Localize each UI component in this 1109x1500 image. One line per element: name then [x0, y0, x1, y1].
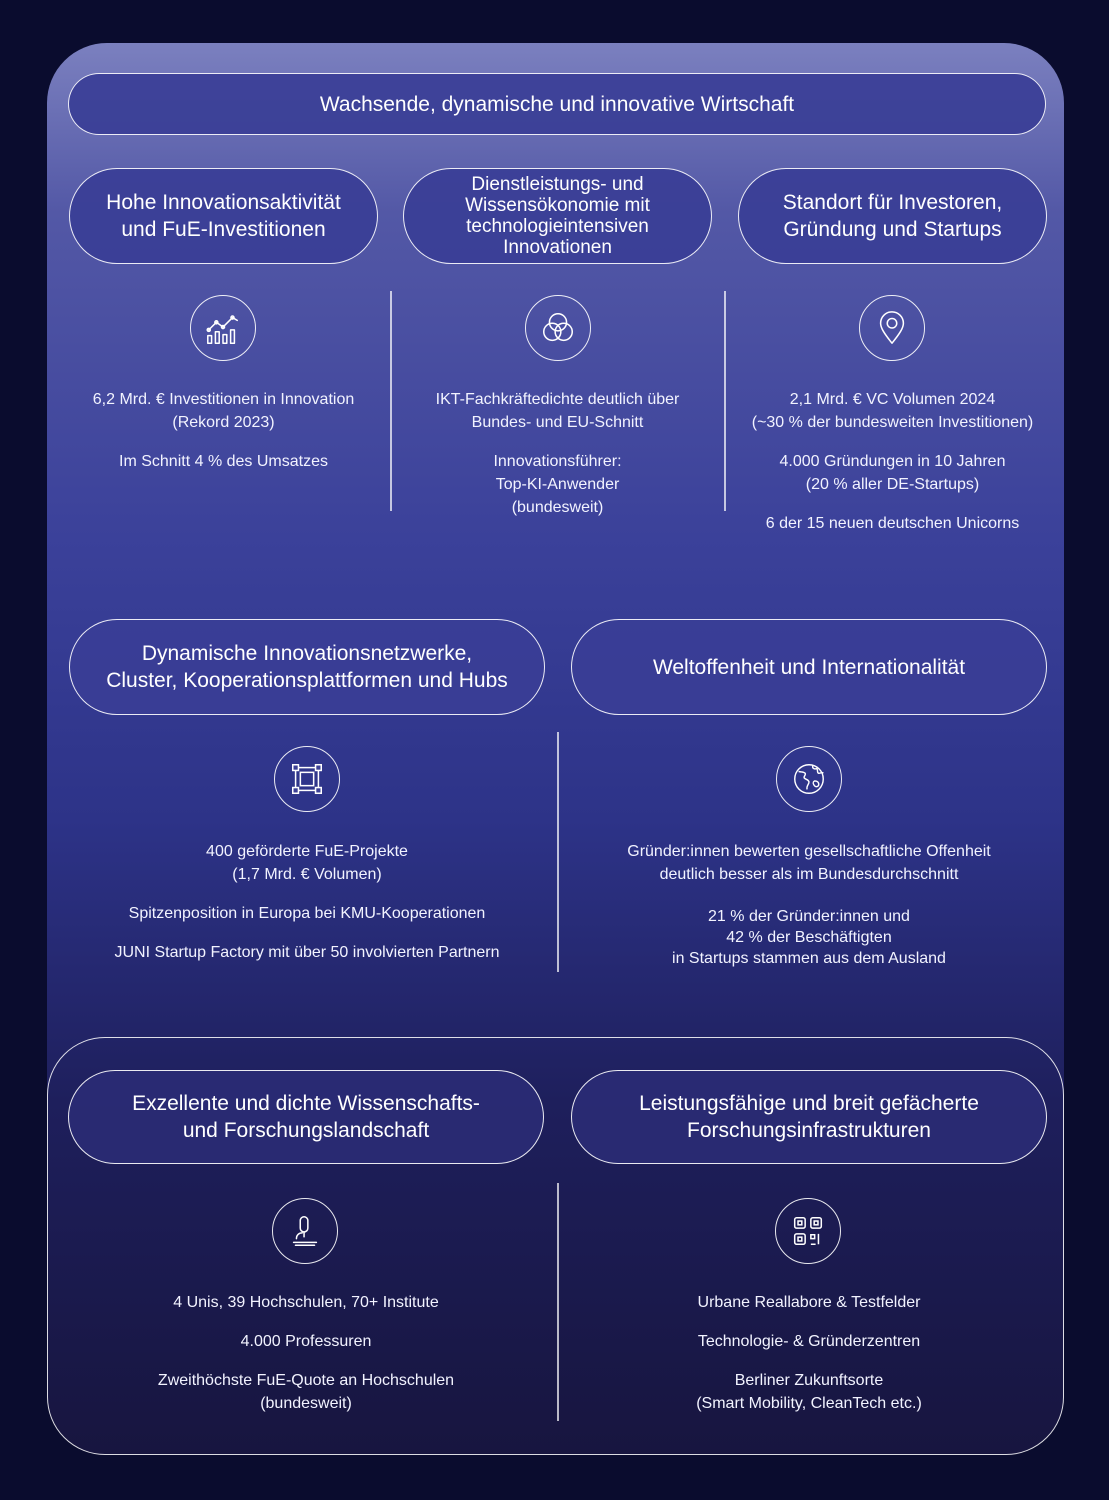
venn-circles-icon: [525, 295, 591, 361]
qr-code-icon: [775, 1198, 841, 1264]
row3-title-2: Leistungsfähige und breit gefächerte Forschungsinfrastrukturen: [639, 1092, 979, 1142]
row2-title-1: Dynamische Innovationsnetzwerke, Cluster, Kooperationsplattformen und Hubs: [106, 642, 508, 692]
row2-title-2: Weltoffenheit und Internationalität: [652, 655, 966, 679]
row1-text-2: [403, 388, 712, 519]
row1-title-3: Standort für Investoren, Gründung und Startups: [782, 191, 1003, 241]
row2-text-2: [571, 840, 1047, 969]
row1-col2-item-1: IKT-Fachkräftedichte deutlich über Bundes- und EU-Schnitt: [435, 391, 680, 431]
row2-pill-1: [69, 619, 545, 715]
row1-col1-item-1: 6,2 Mrd. € Investitionen in Innovation (Rekord 2023): [92, 391, 355, 431]
row2-divider: [557, 732, 559, 972]
row1-pill-2: [403, 168, 712, 264]
row2-col1-item-3: JUNI Startup Factory mit über 50 involvierten Partnern: [114, 944, 500, 961]
row3-col2-item-1: Urbane Reallabore & Testfelder: [697, 1294, 921, 1311]
row3-divider: [557, 1183, 559, 1421]
row2-col2-item-2: 21 % der Gründer:innen und 42 % der Beschäftigten in Startups stammen aus dem Ausland: [672, 908, 946, 967]
row1-title-1: Hohe Innovationsaktivität und FuE-Investitionen: [106, 191, 341, 241]
row3-pill-1: [68, 1070, 544, 1164]
row1-divider-1: [390, 291, 392, 511]
row1-text-1: [69, 388, 378, 473]
row3-col1-item-3: Zweithöchste FuE-Quote an Hochschulen (bundesweit): [157, 1372, 455, 1412]
row2-text-1: [69, 840, 545, 964]
row3-col2-item-2: Technologie- & Gründerzentren: [697, 1333, 921, 1350]
header-title: Wachsende, dynamische und innovative Wirtschaft: [319, 92, 795, 116]
row3-col2-item-3: Berliner Zukunftsorte (Smart Mobility, CleanTech etc.): [696, 1372, 922, 1412]
row3-col1-item-1: 4 Unis, 39 Hochschulen, 70+ Institute: [173, 1294, 439, 1311]
row1-title-2: Dienstleistungs- und Wissensökonomie mit technologieintensiven Innovationen: [465, 174, 650, 258]
row1-divider-2: [724, 291, 726, 511]
row1-col3-item-1: 2,1 Mrd. € VC Volumen 2024 (~30 % der bundesweiten Investitionen): [751, 391, 1034, 431]
row1-pill-3: [738, 168, 1047, 264]
row2-col1-item-2: Spitzenposition in Europa bei KMU-Kooperationen: [128, 905, 486, 922]
location-pin-icon: [859, 295, 925, 361]
row1-pill-1: [69, 168, 378, 264]
row3-title-1: Exzellente und dichte Wissenschafts- und Forschungslandschaft: [132, 1092, 480, 1142]
globe-icon: [776, 746, 842, 812]
row1-col3-item-3: 6 der 15 neuen deutschen Unicorns: [765, 515, 1020, 532]
row1-col3-item-2: 4.000 Gründungen in 10 Jahren (20 % aller DE-Startups): [779, 453, 1006, 493]
network-frame-icon: [274, 746, 340, 812]
row2-col1-item-1: 400 geförderte FuE-Projekte (1,7 Mrd. € Volumen): [206, 843, 408, 883]
row3-pill-2: [571, 1070, 1047, 1164]
row3-text-1: [68, 1291, 544, 1415]
row2-col2-item-1: Gründer:innen bewerten gesellschaftliche Offenheit deutlich besser als im Bundesdurchschnitt: [627, 843, 991, 883]
microscope-icon: [272, 1198, 338, 1264]
row1-col2-item-2: Innovationsführer: Top-KI-Anwender (bundesweit): [493, 453, 622, 516]
row3-text-2: [571, 1291, 1047, 1415]
header-title-pill: [68, 73, 1046, 135]
row3-col1-item-2: 4.000 Professuren: [240, 1333, 372, 1350]
row1-text-3: [728, 388, 1057, 535]
row1-col1-item-2: Im Schnitt 4 % des Umsatzes: [119, 453, 328, 470]
chart-icon: [190, 295, 256, 361]
row2-pill-2: [571, 619, 1047, 715]
